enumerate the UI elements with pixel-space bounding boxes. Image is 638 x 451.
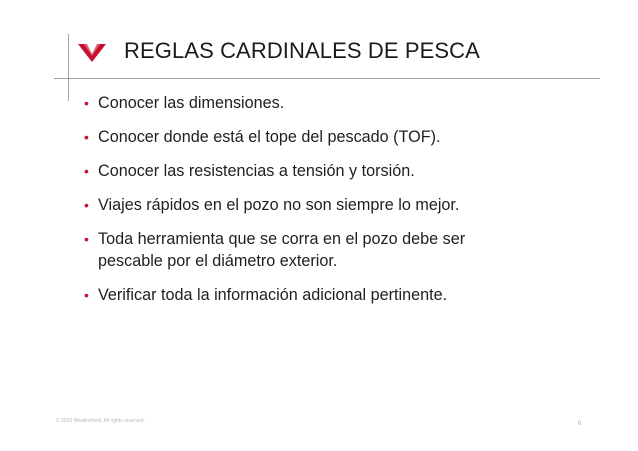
bullet-marker: • [84, 231, 89, 247]
bullet-marker: • [84, 129, 89, 145]
bullet-text: Conocer las dimensiones. [98, 94, 285, 112]
bullet-marker: • [84, 197, 89, 213]
bullet-text: Verificar toda la información adicional pertinente. [98, 286, 448, 304]
bullet-text: Conocer las resistencias a tensión y torsión. [98, 162, 415, 180]
page-number: 6 [578, 421, 582, 427]
weatherford-logo-icon [78, 44, 106, 62]
bullet-marker: • [84, 95, 89, 111]
bullet-text: Viajes rápidos en el pozo no son siempre lo mejor. [98, 196, 460, 214]
bullet-marker: • [84, 163, 89, 179]
bullet-item [84, 126, 584, 148]
bullet-list [84, 92, 584, 318]
bullet-text: Toda herramienta que se corra en el pozo debe ser pescable por el diámetro exterior. [98, 230, 466, 270]
copyright-footer: © 2010 Weatherford. All rights reserved. [56, 418, 145, 424]
bullet-item [84, 284, 584, 306]
title-vertical-rule [68, 34, 69, 101]
bullet-marker: • [84, 287, 89, 303]
slide-title: REGLAS CARDINALES DE PESCA [124, 38, 480, 63]
bullet-item [84, 160, 584, 182]
title-horizontal-rule [54, 78, 600, 79]
bullet-item [84, 92, 584, 114]
bullet-text: Conocer donde está el tope del pescado (TOF). [98, 128, 441, 146]
bullet-item [84, 194, 584, 216]
bullet-item [84, 228, 584, 272]
